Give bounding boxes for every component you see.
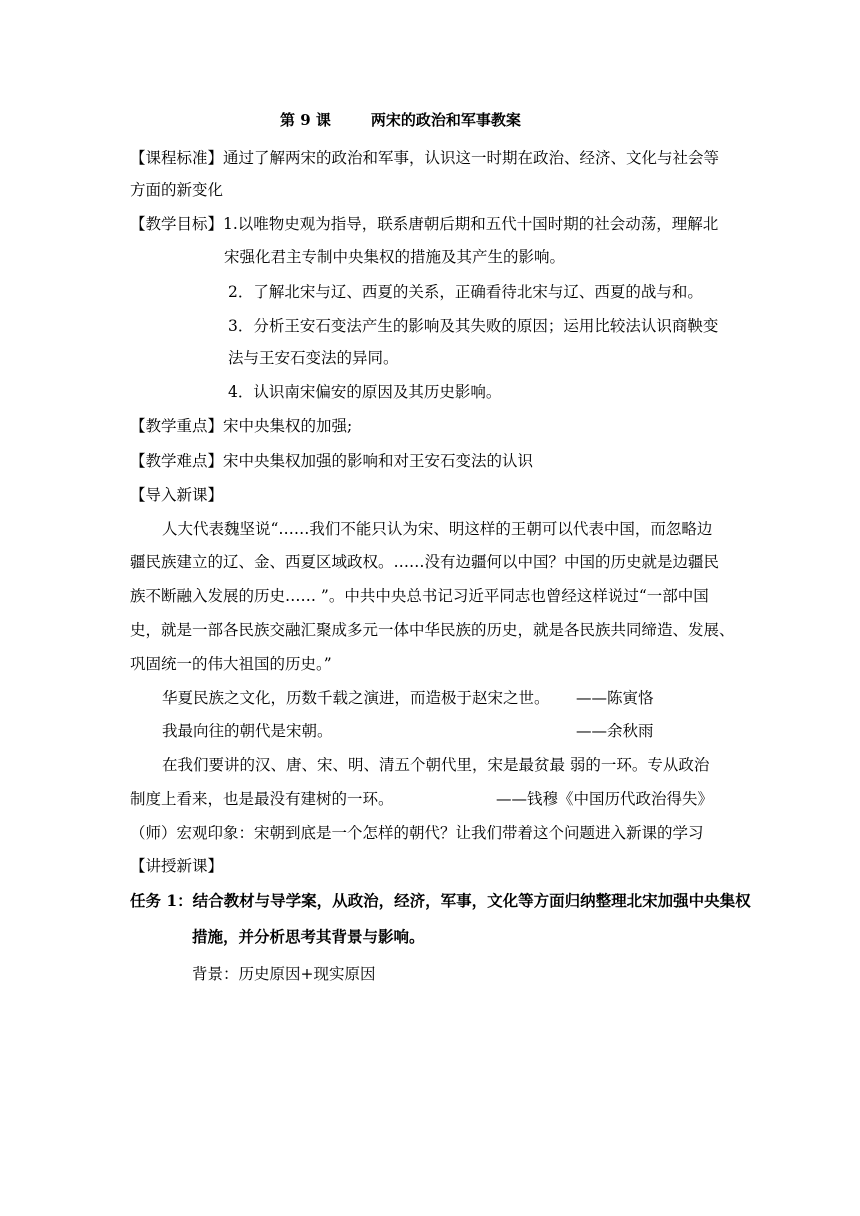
quote-chen-yinke-text: 华夏民族之文化，历数千载之演进，而造极于赵宋之世。 <box>162 689 550 707</box>
teaching-goal-2: 2．了解北宋与辽、西夏的关系，正确看待北宋与辽、西夏的战与和。 <box>228 283 703 301</box>
teacher-impression: （师）宏观印象：宋朝到底是一个怎样的朝代？让我们带着这个问题进入新课的学习 <box>130 824 704 842</box>
intro-paragraph-line-3: 族不断融入发展的历史…… ”。中共中央总书记习近平同志也曾经这样说过“一部中国 <box>130 587 709 605</box>
lesson-number: 第 9 课 <box>280 111 331 129</box>
lesson-name: 两宋的政治和军事教案 <box>370 111 521 129</box>
teaching-difficulty: 【教学难点】宋中央集权加强的影响和对王安石变法的认识 <box>130 452 534 470</box>
teaching-goal-3-line-2: 法与王安石变法的异同。 <box>228 349 399 367</box>
course-standard-line-2: 方面的新变化 <box>130 181 224 199</box>
quote-yu-qiuyu-source: ——余秋雨 <box>576 722 654 740</box>
task-1-line-2: 措施，并分析思考其背景与影响。 <box>192 927 425 946</box>
page-title <box>280 110 521 130</box>
quote-chen-yinke-source: ——陈寅恪 <box>576 689 654 707</box>
quote-yu-qiuyu-text: 我最向往的朝代是宋朝。 <box>162 722 333 740</box>
course-standard-line-1: 【课程标准】通过了解两宋的政治和军事，认识这一时期在政治、经济、文化与社会等 <box>130 149 720 167</box>
intro-tag: 【导入新课】 <box>130 486 224 504</box>
teaching-goal-3-line-1: 3．分析王安石变法产生的影响及其失败的原因；运用比较法认识商鞅变 <box>228 317 719 335</box>
quote-qian-mu-line-1: 在我们要讲的汉、唐、宋、明、清五个朝代里，宋是最贫最 弱的一环。专从政治 <box>162 756 710 774</box>
course-standard-tag: 【课程标准】 <box>130 149 224 167</box>
intro-paragraph-line-5: 巩固统一的伟大祖国的历史。” <box>130 655 332 673</box>
task-1-line-1: 任务 1：结合教材与导学案，从政治，经济，军事，文化等方面归纳整理北宋加强中央集权 <box>130 891 751 910</box>
background-line: 背景：历史原因+现实原因 <box>192 965 376 983</box>
intro-paragraph-line-2: 疆民族建立的辽、金、西夏区域政权。……没有边疆何以中国？中国的历史就是边疆民 <box>130 553 720 571</box>
quote-qian-mu-source: ——钱穆《中国历代政治得失》 <box>496 790 714 808</box>
intro-paragraph-line-4: 史，就是一部各民族交融汇聚成多元一体中华民族的历史，就是各民族共同缔造、发展、 <box>130 621 735 639</box>
teaching-focus: 【教学重点】宋中央集权的加强; <box>130 417 353 435</box>
teaching-goal-4: 4．认识南宋偏安的原因及其历史影响。 <box>228 383 502 401</box>
teaching-goal-1-line-1: 【教学目标】1.以唯物史观为指导，联系唐朝后期和五代十国时期的社会动荡，理解北 <box>130 215 719 233</box>
teaching-goal-1-line-2: 宋强化君主专制中央集权的措施及其产生的影响。 <box>224 248 566 266</box>
teaching-goals-tag: 【教学目标】 <box>130 215 224 233</box>
new-lesson-tag: 【讲授新课】 <box>130 857 224 875</box>
quote-qian-mu-line-2: 制度上看来，也是最没有建树的一环。 <box>130 790 394 808</box>
intro-paragraph-line-1: 人大代表魏坚说“……我们不能只认为宋、明这样的王朝可以代表中国，而忽略边 <box>162 520 713 538</box>
teaching-focus-tag: 【教学重点】 <box>130 417 224 435</box>
teaching-difficulty-tag: 【教学难点】 <box>130 452 224 470</box>
